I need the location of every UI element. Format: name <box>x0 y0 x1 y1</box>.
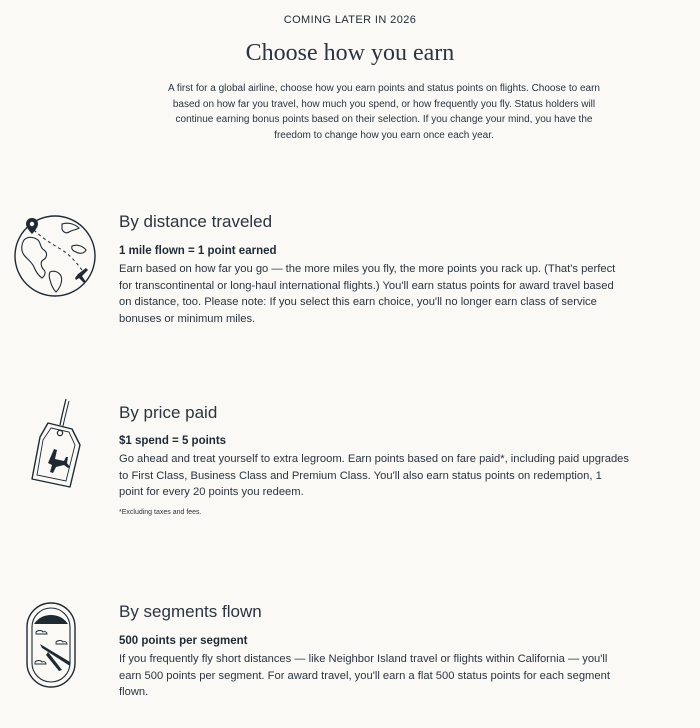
option-subheading: $1 spend = 5 points <box>119 435 227 447</box>
option-heading: By distance traveled <box>119 212 273 231</box>
option-heading: By price paid <box>119 403 218 422</box>
option-description: If you frequently fly short distances — like Neighbor Island travel or flights within California — you'll earn 500 points per segment. For award travel, you'll earn a flat 500 status points for each segment flown. <box>119 653 610 698</box>
fare-footnote: *Excluding taxes and fees. <box>119 509 202 516</box>
coming-later-eyebrow: COMING LATER IN 2026 <box>283 14 417 26</box>
airplane-window-icon <box>26 602 76 693</box>
option-subheading: 500 points per segment <box>119 635 248 647</box>
globe-icon <box>12 210 100 303</box>
earn-option-price <box>0 395 700 525</box>
earn-option-segments <box>0 595 700 715</box>
page-title: Choose how you earn <box>245 40 455 66</box>
option-description: Earn based on how far you go — the more miles you fly, the more points you rack up. (That's perfect for transcontinental or long-haul international flights.) You'll earn status points for award travel based on distance, too. Please note: If you select this earn choice, you'll no longer earn class of service bonuses or minimum miles. <box>119 263 616 325</box>
option-subheading: 1 mile flown = 1 point earned <box>119 245 277 257</box>
option-heading: By segments flown <box>119 602 262 621</box>
earn-option-distance <box>0 200 700 340</box>
option-description: Go ahead and treat yourself to extra legroom. Earn points based on fare paid*, including paid upgrades to First Class, Business Class and Premium Class. You'll also earn status points on redemption, 1 point for every 20 points you redeem. <box>119 453 629 498</box>
price-tag-icon <box>20 395 90 500</box>
intro-paragraph: A first for a global airline, choose how you earn points and status points on flights. Choose to earn based on how far you travel, how much you spend, or how frequently you fly. Status holders will continue earning bonus points based on their selection. If you change your mind, you have the freedom to change how you earn once each year. <box>168 83 600 141</box>
